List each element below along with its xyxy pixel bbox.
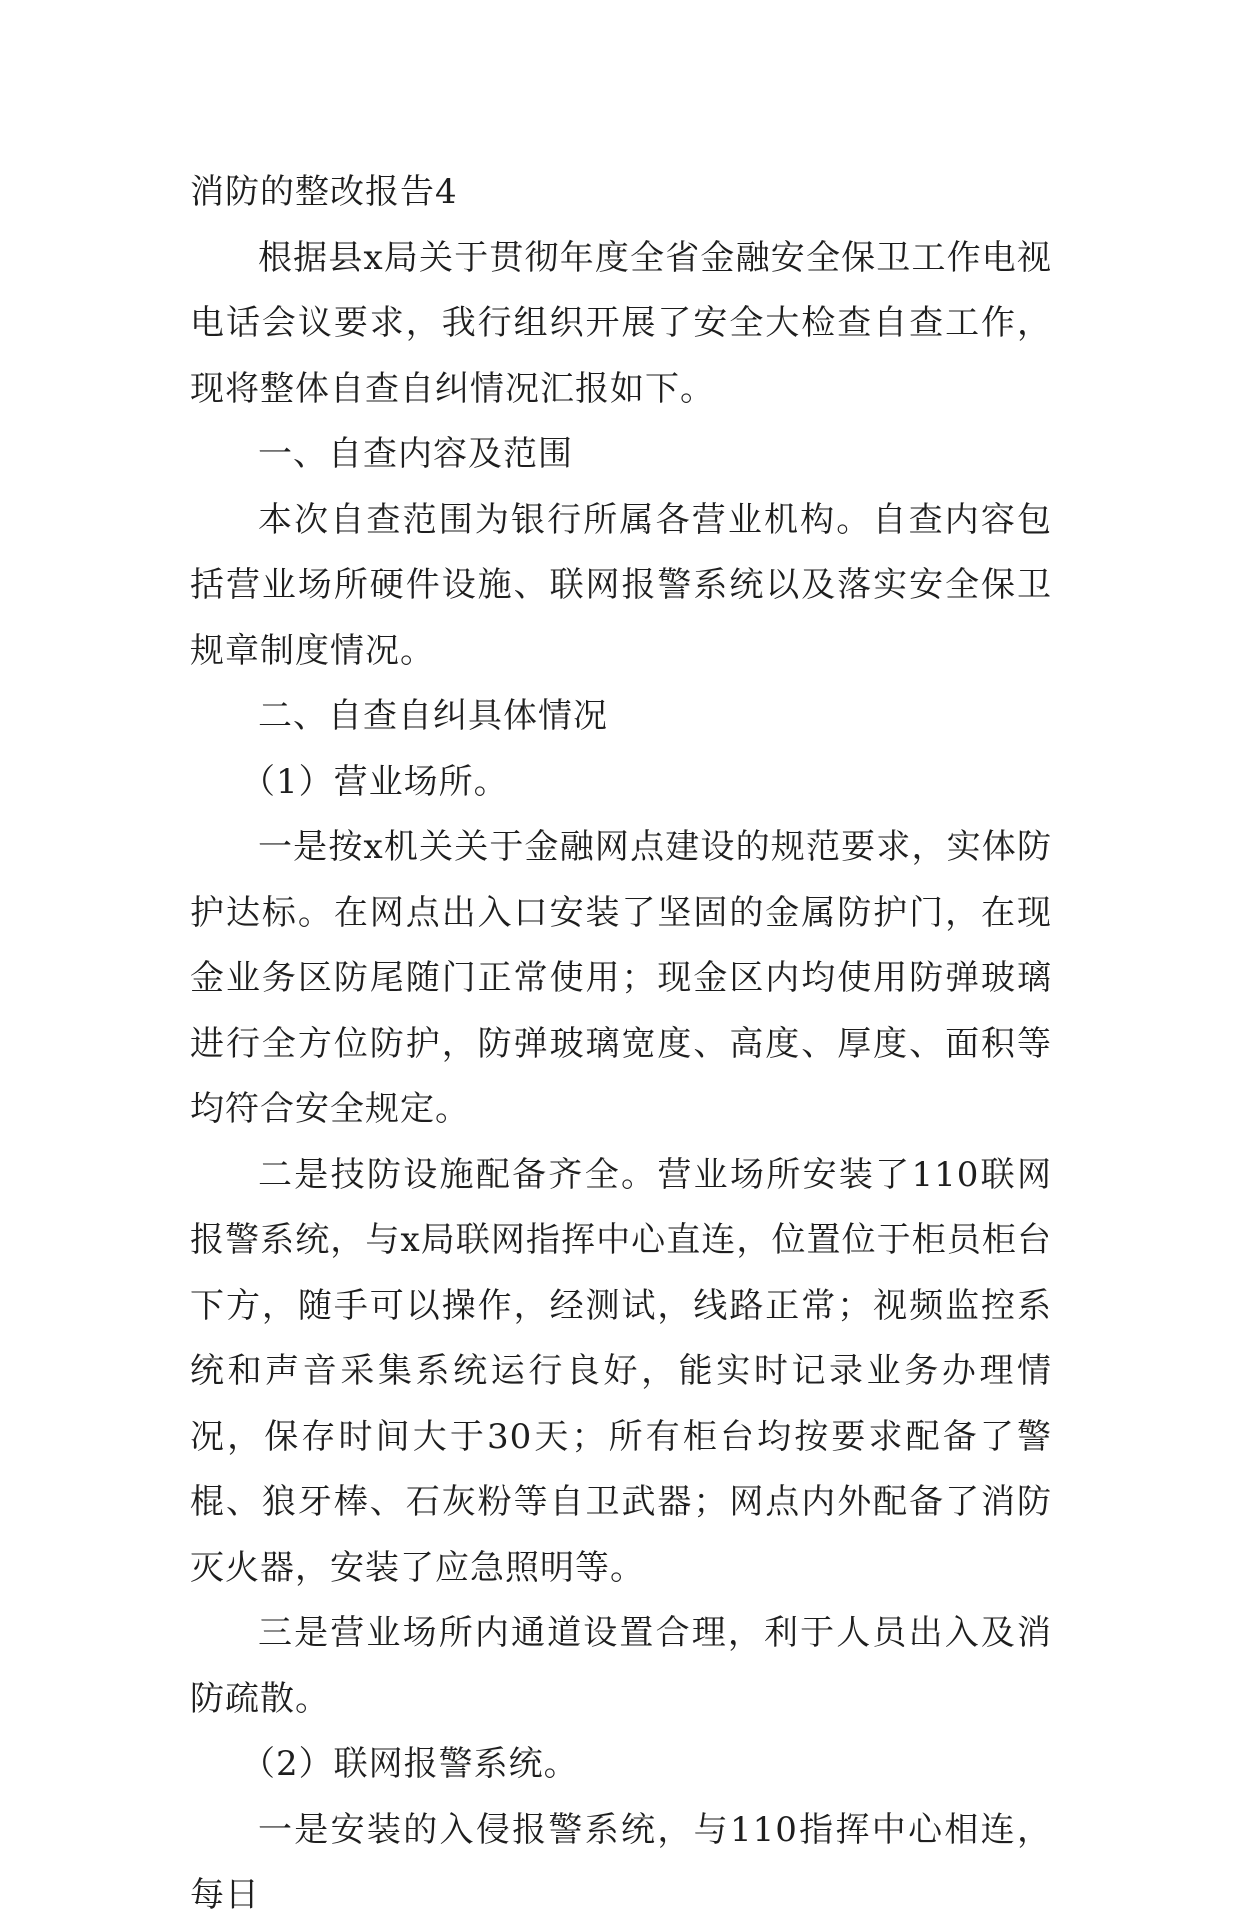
- intro-paragraph: 根据县x局关于贯彻年度全省金融安全保卫工作电视电话会议要求，我行组织开展了安全大检查自查工作，现将整体自查自纠情况汇报如下。: [190, 237, 1052, 409]
- document-body: [190, 160, 1052, 1929]
- section-heading-details: 二、自查自纠具体情况: [258, 696, 608, 736]
- paragraph-technical-protection: 二是技防设施配备齐全。营业场所安装了110联网报警系统，与x局联网指挥中心直连，位置位于柜员柜台下方，随手可以操作，经测试，线路正常；视频监控系统和声音采集系统运行良好，能实时记录业务办理情况，保存时间大于30天；所有柜台均按要求配备了警棍、狼牙棒、石灰粉等自卫武器；网点内外配备了消防灭火器，安装了应急照明等。: [190, 1154, 1052, 1588]
- paragraph-passageway: 三是营业场所内通道设置合理，利于人员出入及消防疏散。: [190, 1613, 1052, 1719]
- paragraph-physical-protection: 一是按x机关关于金融网点建设的规范要求，实体防护达标。在网点出入口安装了坚固的金属防护门，在现金业务区防尾随门正常使用；现金区内均使用防弹玻璃进行全方位防护，防弹玻璃宽度、高度、厚度、面积等均符合安全规定。: [190, 827, 1052, 1129]
- document-title: 消防的整改报告4: [190, 172, 458, 212]
- paragraph-intrusion-alarm: 一是安装的入侵报警系统，与110指挥中心相连，每日: [190, 1809, 1052, 1915]
- subheading-alarm-system: （2）联网报警系统。: [241, 1744, 579, 1784]
- section-heading-scope: 一、自查内容及范围: [258, 434, 573, 474]
- scope-paragraph: 本次自查范围为银行所属各营业机构。自查内容包括营业场所硬件设施、联网报警系统以及落实安全保卫规章制度情况。: [190, 499, 1052, 671]
- subheading-business-premises: （1）营业场所。: [241, 761, 509, 802]
